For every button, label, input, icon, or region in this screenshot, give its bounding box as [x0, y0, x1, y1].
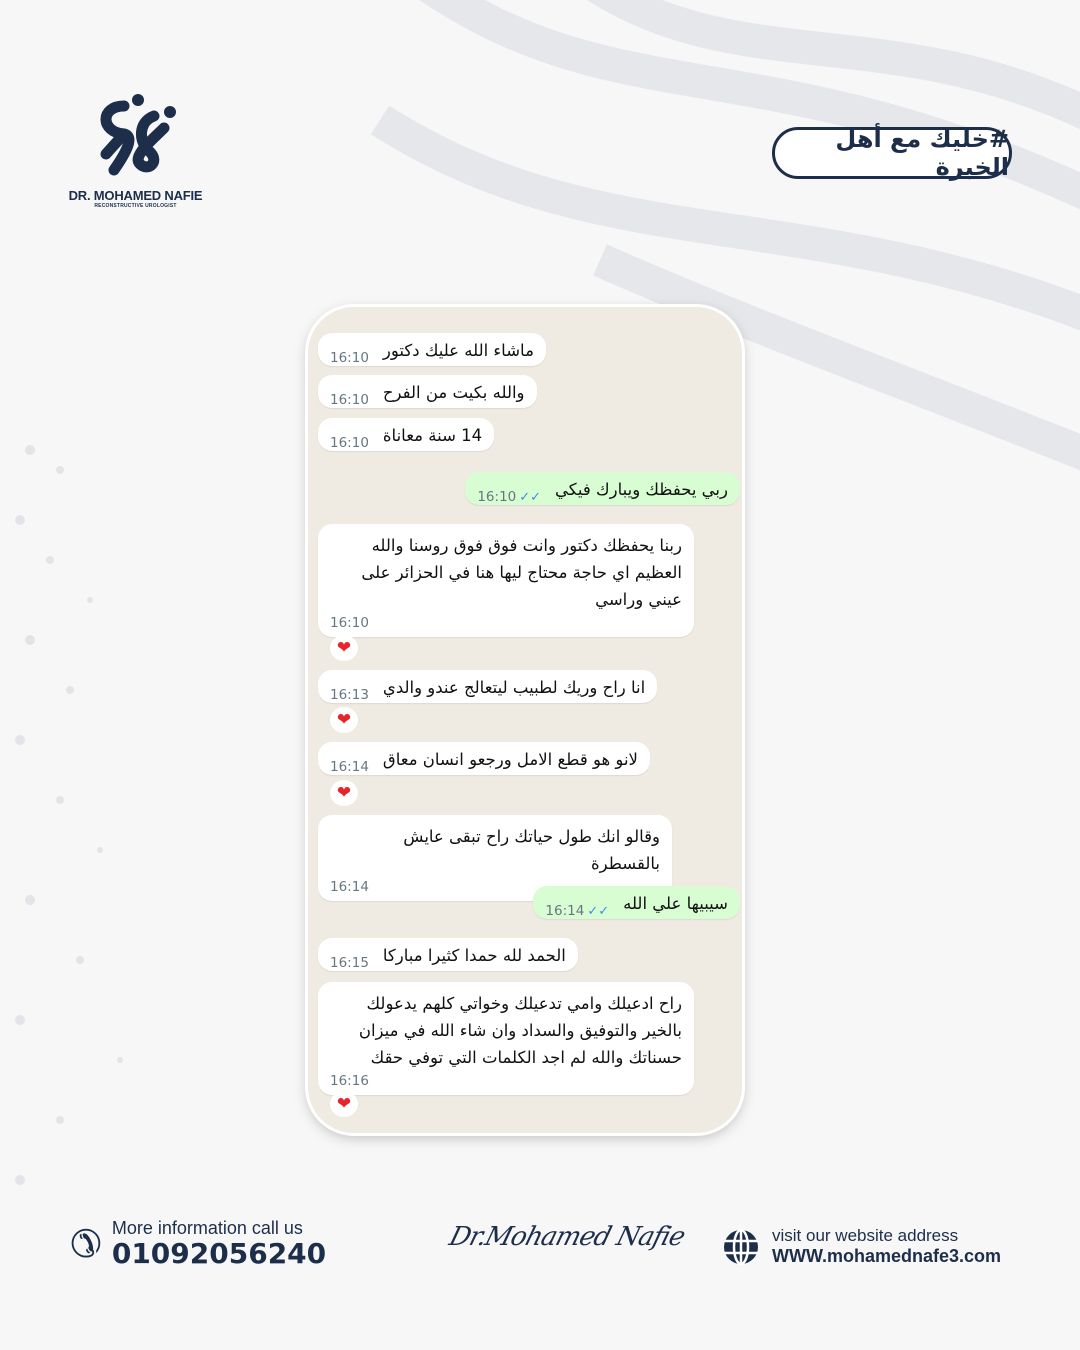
message-text: راح ادعيلك وامي تدعيلك وخواتي كلهم يدعولك بالخير والتوفيق والسداد وان شاء الله في ميزان حسناتك والله لم اجد الكلمات التي توفي حقك: [358, 994, 682, 1067]
read-ticks-icon: ✓✓: [519, 490, 542, 505]
message-time: 16:10: [330, 615, 369, 631]
message-time: 16:10: [330, 435, 369, 451]
heart-reaction-icon[interactable]: ❤: [330, 1091, 358, 1117]
read-ticks-icon: ✓✓: [587, 904, 610, 919]
message-text: ربي يحفظك ويبارك فيكي: [555, 480, 728, 499]
message-time: 16:13: [330, 687, 369, 703]
contact-phone: [70, 1218, 326, 1269]
contact-website: [722, 1226, 1001, 1267]
message-text: سيبيها علي الله: [623, 894, 728, 913]
message-text: لانو هو قطع الامل ورجعو انسان معاق: [382, 750, 638, 769]
message-incoming: [318, 982, 694, 1095]
message-incoming: [318, 418, 494, 451]
message-text: الحمد لله حمدا كثيرا مباركا: [382, 946, 566, 965]
call-label: More information call us: [111, 1218, 303, 1238]
message-incoming: [318, 524, 694, 637]
message-time: 16:14: [330, 759, 369, 775]
heart-reaction-icon[interactable]: ❤: [330, 780, 358, 806]
website-link[interactable]: WWW.mohamednafe3.com: [772, 1246, 1002, 1266]
hashtag-badge: #خليك مع أهل الخبرة: [772, 127, 1012, 179]
message-outgoing: [465, 472, 740, 505]
globe-icon: [722, 1228, 760, 1266]
brand-name: DR. MOHAMED NAFIE: [68, 188, 203, 203]
chat-screenshot: [308, 307, 742, 1133]
message-time: 16:10: [330, 392, 369, 408]
message-outgoing: [533, 886, 740, 919]
message-text: والله بكيت من الفرح: [382, 383, 525, 402]
phone-icon: ✆: [70, 1221, 102, 1266]
message-incoming: [318, 333, 546, 366]
signature: Dr.Mohamed Nafie: [445, 1222, 688, 1252]
message-time: 16:16: [330, 1073, 369, 1089]
brand-logo: [68, 92, 203, 209]
brand-subtitle: RECONSTRUCTIVE UROLOGIST: [94, 203, 177, 209]
message-time: 16:15: [330, 955, 369, 971]
heart-reaction-icon[interactable]: ❤: [330, 707, 358, 733]
message-time: 16:14: [330, 879, 369, 895]
phone-number[interactable]: 01092056240: [111, 1237, 327, 1270]
message-incoming: [318, 375, 537, 408]
message-time: 16:14 ✓✓: [545, 903, 610, 919]
heart-reaction-icon[interactable]: ❤: [330, 635, 358, 661]
logo-mark-icon: [94, 92, 178, 178]
message-text: انا راح وريك لطبيب ليتعالج عندو والدي: [382, 678, 646, 697]
message-text: ماشاء الله عليك دكتور: [382, 341, 534, 360]
message-incoming: [318, 742, 650, 775]
website-label: visit our website address: [772, 1226, 959, 1245]
message-text: 14 سنة معاناة: [382, 426, 483, 445]
message-incoming: [318, 938, 578, 971]
message-time: 16:10: [330, 350, 369, 366]
message-incoming: [318, 670, 657, 703]
message-text: ربنا يحفظك دكتور وانت فوق فوق روسنا والله العظيم اي حاجة محتاج ليها هنا في الحزائر على عيني وراسي: [361, 536, 682, 609]
message-time: 16:10 ✓✓: [477, 489, 542, 505]
message-text: وقالو انك طول حياتك راح تبقى عايش بالقسطرة: [403, 827, 660, 873]
